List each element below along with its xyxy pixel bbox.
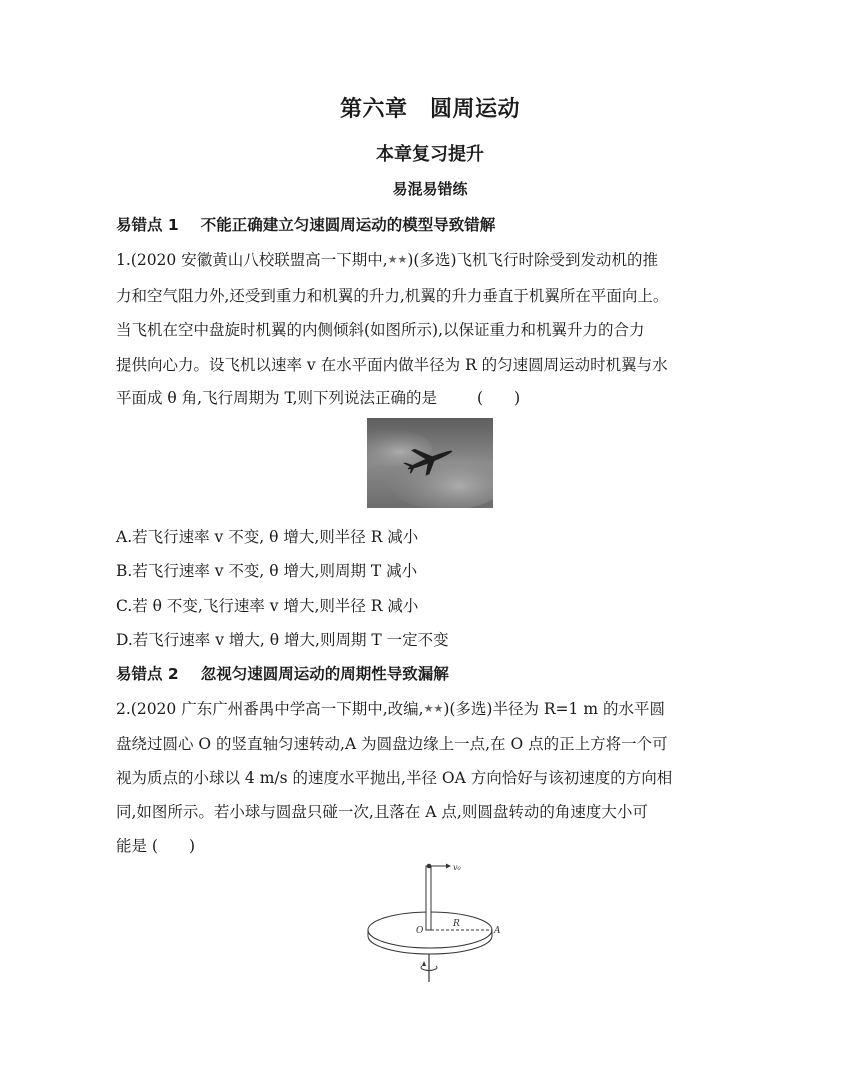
q2-line-1a: 2.(2020 广东广州番禺中学高一下期中,改编, <box>116 700 424 718</box>
q2-line-4: 同,如图所示。若小球与圆盘只碰一次,且落在 A 点,则圆盘转动的角速度大小可 <box>116 803 648 821</box>
error-point-label: 易错点 1 <box>116 216 179 234</box>
q1-line-4: 提供向心力。设飞机以速率 v 在水平面内做半径为 R 的匀速圆周运动时机翼与水 <box>116 356 668 374</box>
error-point-1 <box>116 213 495 235</box>
chapter-subtitle: 本章复习提升 <box>376 144 484 165</box>
chapter-title: 第六章 圆周运动 <box>339 97 520 122</box>
answer-blank: ( ) <box>477 389 521 407</box>
r-label: R <box>453 919 460 929</box>
error-point-text: 忽视匀速圆周运动的周期性导致漏解 <box>200 665 449 683</box>
section-title: 易混易错练 <box>392 180 468 198</box>
q1-line-1 <box>116 248 658 270</box>
disk-diagram <box>360 862 510 984</box>
q1-line-2: 力和空气阻力外,还受到重力和机翼的升力,机翼的升力垂直于机翼所在平面向上。 <box>116 287 669 305</box>
v0-label: v₀ <box>453 863 461 872</box>
a-label: A <box>494 926 501 936</box>
airplane-photo <box>367 418 493 508</box>
q1-line-1b: )(多选)飞机飞行时除受到发动机的推 <box>407 251 659 269</box>
star-icon: ★★ <box>423 702 444 715</box>
q1-option-c: C.若 θ 不变,飞行速率 v 增大,则半径 R 减小 <box>116 597 419 615</box>
o-label: O <box>416 926 424 936</box>
q1-line-5 <box>116 386 520 408</box>
q1-line-1a: 1.(2020 安徽黄山八校联盟高一下期中, <box>116 251 388 269</box>
error-point-text: 不能正确建立匀速圆周运动的模型导致错解 <box>200 216 496 234</box>
q1-option-b: B.若飞行速率 v 不变, θ 增大,则周期 T 减小 <box>116 562 418 580</box>
q2-line-2: 盘绕过圆心 O 的竖直轴匀速转动,A 为圆盘边缘上一点,在 O 点的正上方将一个可 <box>116 735 668 753</box>
star-icon: ★★ <box>387 253 408 266</box>
q1-line-3: 当飞机在空中盘旋时机翼的内侧倾斜(如图所示),以保证重力和机翼升力的合力 <box>116 321 645 339</box>
q1-line-5-text: 平面成 θ 角,飞行周期为 T,则下列说法正确的是 <box>116 389 438 407</box>
q1-option-d: D.若飞行速率 v 增大, θ 增大,则周期 T 一定不变 <box>116 631 449 649</box>
q2-line-1b: )(多选)半径为 R=1 m 的水平圆 <box>443 700 665 718</box>
q1-option-a: A.若飞行速率 v 不变, θ 增大,则半径 R 减小 <box>116 528 419 546</box>
error-point-label: 易错点 2 <box>116 665 179 683</box>
q2-line-5: 能是 ( ) <box>116 837 196 855</box>
q2-line-3: 视为质点的小球以 4 m/s 的速度水平抛出,半径 OA 方向恰好与该初速度的方向相 <box>116 769 673 787</box>
error-point-2 <box>116 662 449 684</box>
q2-line-1 <box>116 697 665 719</box>
